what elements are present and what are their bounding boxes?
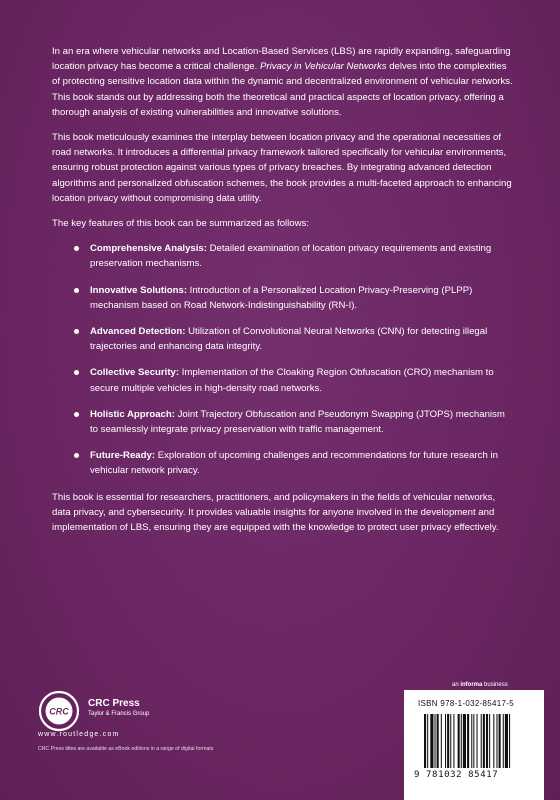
feature-item [74,365,514,395]
bullet-icon [74,412,79,417]
bullet-icon [74,453,79,458]
feature-text: Detailed examination of location privacy requirements and existing preservation mechanisms. [90,243,492,270]
informa-suffix: business [482,682,508,688]
informa-prefix: an [452,682,461,688]
feature-item [74,448,514,478]
bullet-icon [74,288,79,293]
intro-paragraph-1 [52,44,514,120]
crc-logo-icon [38,690,80,732]
feature-text: Joint Trajectory Obfuscation and Pseudonym Swapping (JTOPS) mechanism to seamlessly integrate privacy preservation with traffic management. [90,408,505,436]
feature-text: Introduction of a Personalized Location Privacy-Preserving (PLPP) mechanism based on Road Network-Indistinguishability (RN-I). [90,284,473,311]
feature-item [74,407,514,437]
crc-logo-text: CRC [49,706,69,717]
feature-text: Implementation of the Cloaking Region Obfuscation (CRO) mechanism to secure multiple vehicles in high-density road networks. [90,367,494,394]
feature-title: Innovative Solutions: [90,284,188,296]
blurb [52,44,514,545]
feature-list [52,241,514,478]
intro-text-end: delves into the complexities of protecting sensitive location data within the dynamic and decentralized environment of vehicular networks. This book stands out by addressing both the theoretical and practical aspects of location privacy, offering a thorough analysis of existing vulnerabilities and innovative solutions. [52,61,513,118]
informa-name: informa [460,682,483,688]
feature-title: Advanced Detection: [90,326,186,338]
bullet-icon [74,246,79,251]
ebook-note: CRC Press titles are available as eBook editions in a range of digital formats [38,746,214,752]
website-link[interactable]: www.routledge.com [38,731,120,738]
feature-title: Comprehensive Analysis: [90,243,207,255]
features-lead: The key features of this book can be summarized as follows: [52,218,310,230]
informa-business [452,682,508,688]
publisher-group: Taylor & Francis Group [88,711,150,717]
feature-title: Collective Security: [90,367,180,379]
feature-text: Exploration of upcoming challenges and recommendations for future research in vehicular network privacy. [90,450,498,477]
publisher-name: CRC Press [88,698,140,709]
feature-item [74,241,514,271]
feature-item [74,283,514,313]
intro-paragraph-2: This book meticulously examines the interplay between location privacy and the operational necessities of road networks. It introduces a differential privacy framework tailored specifically for vehicular environments, ensuring robust protection against various types of privacy breaches. By integrating advanced detection algorithms and personalized obfuscation schemes, the book provides a multi-faceted approach to enhancing location privacy without compromising data utility. [52,132,512,204]
feature-title: Future-Ready: [90,450,156,462]
bullet-icon [74,329,79,334]
isbn-label: ISBN 978-1-032-85417-5 [418,699,514,708]
feature-title: Holistic Approach: [90,408,175,420]
closing-paragraph: This book is essential for researchers, practitioners, and policymakers in the fields of vehicular networks, data privacy, and cybersecurity. It provides valuable insights for anyone involved in the development and implementation of LBS, ensuring they are equipped with the knowledge to protect user privacy effectively. [52,491,499,534]
intro-text-start: In an era where vehicular networks and Location-Based Services (LBS) are rapidly expanding, safeguarding location privacy has become a critical challenge. [52,46,511,73]
bullet-icon [74,370,79,375]
barcode-panel [404,690,544,800]
feature-item [74,324,514,354]
barcode-icon [424,714,539,768]
barcode-number: 9 781032 85417 [414,770,499,780]
book-title-italic: Privacy in Vehicular Networks [259,61,387,73]
feature-text: Utilization of Convolutional Neural Networks (CNN) for detecting illegal trajectories and enhancing data integrity. [90,326,488,353]
